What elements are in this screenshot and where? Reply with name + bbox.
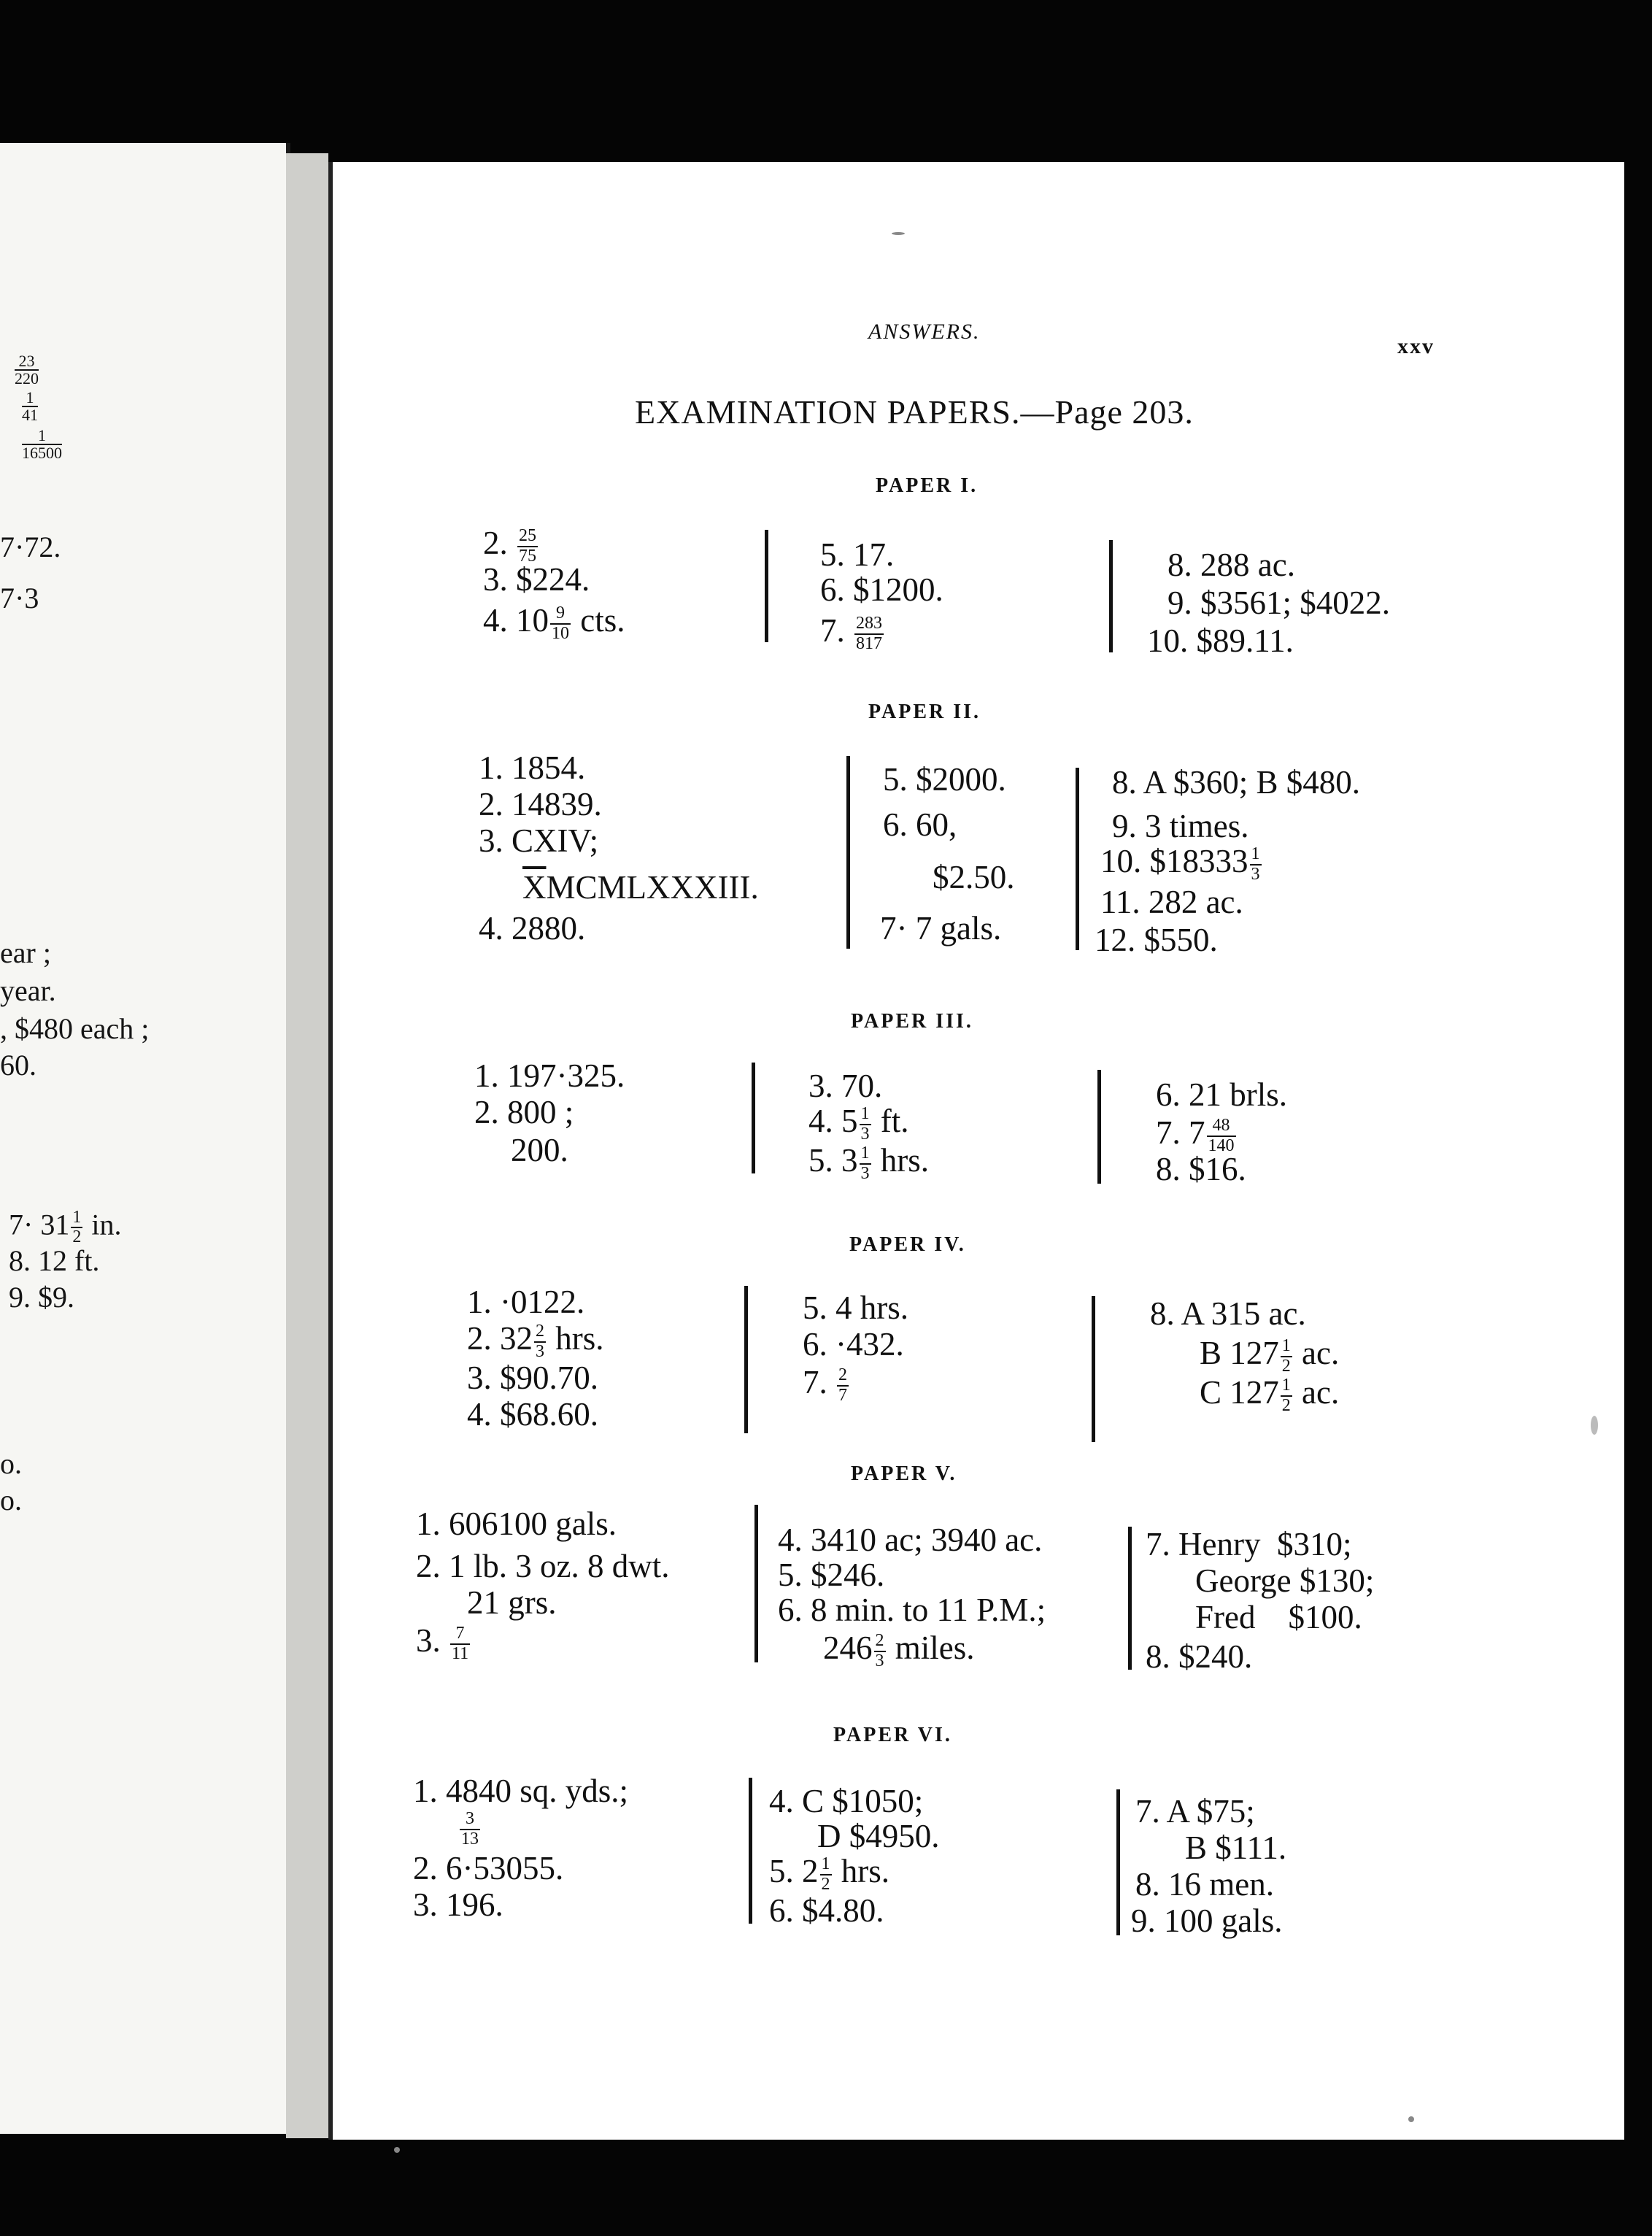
- column-rule: [1128, 1527, 1132, 1670]
- answer: 6. 21 brls.: [1156, 1076, 1287, 1113]
- left-line: o.: [0, 1484, 22, 1516]
- answer: 1. 1854.: [479, 749, 586, 786]
- left-line: 7·3: [0, 582, 39, 614]
- paper-heading: PAPER VI.: [833, 1724, 952, 1746]
- answer: 4. 3410 ac; 3940 ac.: [778, 1522, 1043, 1558]
- scan-speck: [1408, 2116, 1414, 2122]
- answer: 3. CXIV;: [479, 822, 599, 859]
- answer: 1. 197·325.: [474, 1057, 625, 1094]
- answer: 7. $\frac{2}{7}$: [803, 1364, 847, 1405]
- column-rule: [1092, 1296, 1095, 1442]
- left-line: 9. $9.: [9, 1281, 74, 1314]
- answer: Fred $100.: [1195, 1599, 1362, 1635]
- left-fraction-2: $\frac{1}{41}$: [22, 388, 38, 424]
- page-title: EXAMINATION PAPERS.—Page 203.: [635, 393, 1194, 431]
- answer: 8. A $360; B $480.: [1112, 764, 1361, 801]
- answer: 5. 17.: [820, 536, 895, 573]
- answer: 3. $90.70.: [467, 1360, 598, 1396]
- left-fraction-1: $\frac{23}{220}$: [15, 352, 39, 388]
- answer: 6. $4.80.: [769, 1892, 884, 1929]
- column-rule: [765, 530, 768, 642]
- answer: B $111.: [1185, 1830, 1287, 1866]
- answer: 1. ·0122.: [467, 1284, 585, 1320]
- answer: $\overline{X}MCMLXXXIII$.: [522, 869, 759, 906]
- answer: 1. 4840 sq. yds.;: [413, 1773, 629, 1809]
- column-rule: [1097, 1070, 1101, 1184]
- answer: 7. Henry $310;: [1146, 1526, 1352, 1562]
- answer: 4. $68.60.: [467, 1396, 598, 1433]
- answer: 11. 282 ac.: [1100, 884, 1243, 920]
- answer: 7. 7 $\frac{48}{140}$: [1156, 1114, 1235, 1155]
- answer: 3. 196.: [413, 1886, 503, 1923]
- answer: 5. 4 hrs.: [803, 1289, 908, 1326]
- answer: 4. 5 $\frac{1}{3}$ ft.: [808, 1103, 909, 1144]
- answer: $2.50.: [933, 859, 1015, 895]
- answer: 6. $1200.: [820, 571, 943, 608]
- answer: 4. 2880.: [479, 910, 586, 947]
- answer: 7. A $75;: [1135, 1793, 1255, 1830]
- left-line: 60.: [0, 1049, 36, 1082]
- column-rule: [1116, 1789, 1120, 1935]
- answer: 5. $246.: [778, 1557, 885, 1593]
- scan-speck: [892, 232, 905, 235]
- answer: 8. $16.: [1156, 1151, 1246, 1187]
- answer: B 127 $\frac{1}{2}$ ac.: [1200, 1335, 1340, 1376]
- scan-speck: [1591, 1416, 1598, 1435]
- column-rule: [846, 756, 850, 949]
- answer: 1. 606100 gals.: [416, 1506, 617, 1542]
- column-rule: [752, 1063, 755, 1173]
- answer: 12. $550.: [1095, 922, 1218, 958]
- answer: 9. 3 times.: [1112, 808, 1249, 844]
- column-rule: [1076, 768, 1079, 950]
- answer: 9. 100 gals.: [1131, 1902, 1283, 1939]
- answer: 2. 800 ;: [474, 1094, 574, 1130]
- answer: 4. 10 $\frac{9}{10}$ cts.: [483, 602, 625, 643]
- answer: 4. C $1050;: [769, 1783, 924, 1819]
- answer: George $130;: [1195, 1562, 1375, 1599]
- left-line: ear ;: [0, 936, 51, 969]
- paper-heading: PAPER II.: [868, 701, 981, 723]
- answer: 2. 6·53055.: [413, 1850, 564, 1886]
- left-line: 7·72.: [0, 531, 61, 563]
- answer: 8. 16 men.: [1135, 1866, 1274, 1902]
- answer: 8. A 315 ac.: [1150, 1295, 1306, 1332]
- answer: D $4950.: [817, 1818, 940, 1854]
- left-line: 8. 12 ft.: [9, 1244, 100, 1277]
- answer: 3. $\frac{7}{11}$: [416, 1622, 469, 1663]
- answer: 2. 32 $\frac{2}{3}$ hrs.: [467, 1320, 604, 1361]
- column-rule: [749, 1778, 752, 1924]
- left-line: year.: [0, 974, 56, 1007]
- paper-heading: PAPER IV.: [849, 1233, 966, 1256]
- paper-heading: PAPER I.: [876, 474, 979, 497]
- answer: 2. 1 lb. 3 oz. 8 dwt.: [416, 1548, 670, 1584]
- answer: C 127 $\frac{1}{2}$ ac.: [1200, 1374, 1340, 1415]
- answer: 5. 2 $\frac{1}{2}$ hrs.: [769, 1853, 889, 1894]
- answer: 8. 288 ac.: [1167, 547, 1295, 583]
- answer: 6. 60,: [883, 806, 957, 843]
- answer: 9. $3561; $4022.: [1167, 585, 1391, 621]
- answer: 2. $\frac{25}{75}$: [483, 525, 536, 566]
- answer: 10. $89.11.: [1147, 622, 1294, 659]
- answer: 10. $18333 $\frac{1}{3}$: [1100, 843, 1260, 884]
- answer: 3. 70.: [808, 1068, 883, 1104]
- answer: 6. ·432.: [803, 1326, 904, 1362]
- answer: 7· 7 gals.: [880, 910, 1002, 947]
- answer: $\frac{3}{13}$: [461, 1809, 479, 1848]
- answer: 21 grs.: [467, 1584, 557, 1621]
- answer: 8. $240.: [1146, 1638, 1253, 1675]
- previous-page-fragment: [0, 143, 290, 2134]
- column-rule: [744, 1286, 748, 1433]
- answer: 246 $\frac{2}{3}$ miles.: [823, 1630, 975, 1670]
- book-gutter: [286, 153, 328, 2138]
- answer: 5. 3 $\frac{1}{3}$ hrs.: [808, 1142, 929, 1183]
- paper-heading: PAPER III.: [851, 1010, 973, 1033]
- column-rule: [1109, 540, 1113, 652]
- answer: 200.: [511, 1132, 568, 1168]
- answer: 7. $\frac{283}{817}$: [820, 612, 882, 653]
- left-line: 7· 31 $\frac{1}{2}$ in.: [9, 1208, 122, 1247]
- running-head: ANSWERS.: [868, 320, 981, 344]
- answer: 6. 8 min. to 11 P.M.;: [778, 1592, 1046, 1628]
- page-number: xxv: [1397, 334, 1435, 358]
- answer: 2. 14839.: [479, 786, 602, 822]
- answer: 5. $2000.: [883, 761, 1006, 798]
- answer: 3. $224.: [483, 561, 590, 598]
- scan-speck: [394, 2147, 400, 2153]
- left-line: o.: [0, 1447, 22, 1480]
- column-rule: [754, 1505, 758, 1662]
- paper-heading: PAPER V.: [851, 1462, 957, 1485]
- left-fraction-3: $\frac{1}{16500}$: [22, 426, 62, 462]
- left-line: , $480 each ;: [0, 1012, 150, 1045]
